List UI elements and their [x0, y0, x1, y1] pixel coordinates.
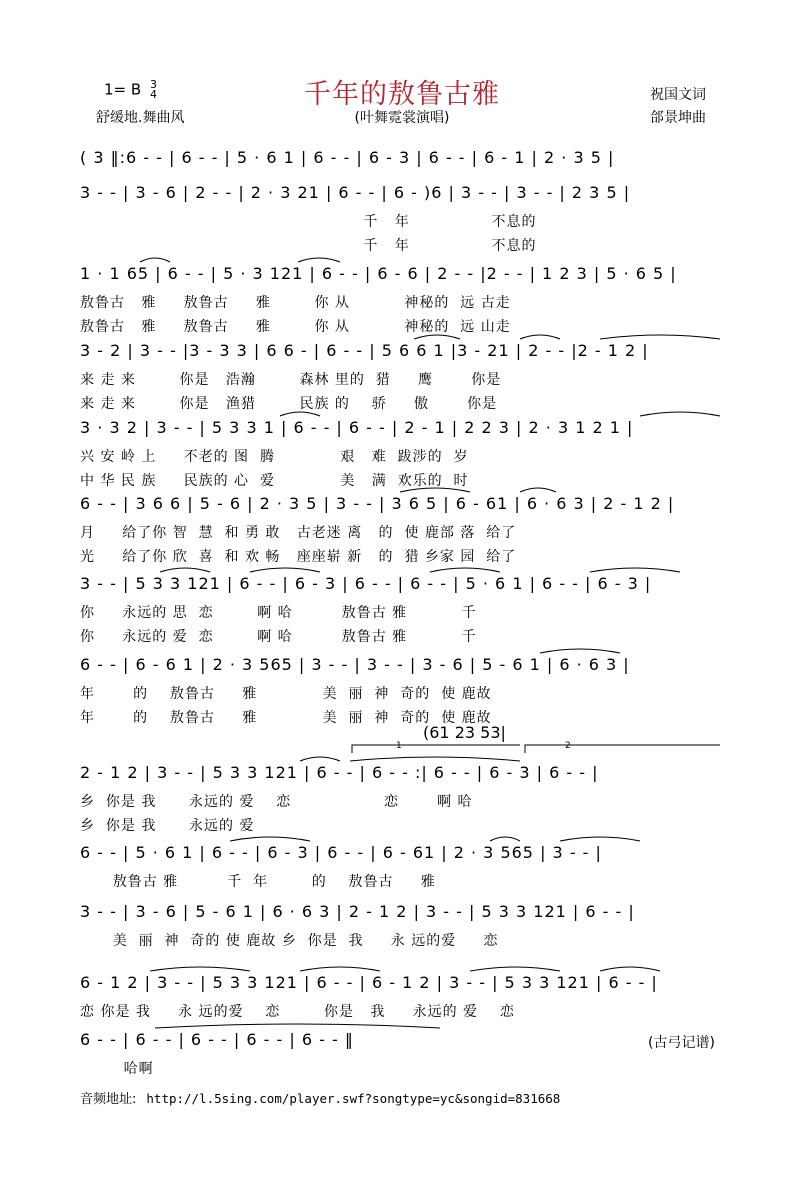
lyric-line: 来 走 来 你是 渔猎 民族 的 骄 傲 你是: [80, 396, 498, 412]
slur-mark: [350, 757, 520, 761]
lyric-line: 敖鲁古 雅 敖鲁古 雅 你 从 神秘的 远 古走: [80, 295, 511, 311]
slur-mark: [590, 568, 680, 572]
lyric-line: 乡 你是 我 永远的 爱 恋 恋 啊 哈: [80, 794, 473, 810]
slur-mark: [600, 967, 660, 971]
audio-label: 音频地址:: [80, 1092, 137, 1107]
key-label: 1= B: [104, 80, 142, 99]
meter-bottom: 4: [149, 88, 157, 101]
slur-mark: [520, 488, 556, 492]
notation-line: 6 - - | 6 - - | 6 - - | 6 - - | 6 - - ‖: [80, 1030, 354, 1049]
slur-mark: [640, 412, 720, 416]
slur-mark: [520, 335, 560, 339]
volta-bracket: [525, 745, 720, 753]
notation-line: 6 - - | 6 - 6 1 | 2 · 3 565 | 3 - - | 3 - - | 3 - 6 | 5 - 6 1 | 6 · 6 3 |: [80, 655, 630, 674]
slur-mark: [430, 568, 500, 572]
lyric-line: 光 给了你 欣 喜 和 欢 畅 座座崭 新 的 猎 乡家 园 给了: [80, 549, 517, 565]
lyric-line: 哈啊: [80, 1061, 154, 1077]
slur-mark: [400, 488, 470, 492]
slur-mark: [140, 258, 170, 262]
meter-top: 3: [149, 78, 157, 91]
notation-line: 3 - - | 3 - 6 | 5 - 6 1 | 6 · 6 3 | 2 - 1 2 | 3 - - | 5 3 3 121 | 6 - - |: [80, 902, 635, 921]
intro-phrase: (61 23 53|: [423, 723, 506, 742]
notation-line: 1 · 1 65 | 6 - - | 5 · 3 121 | 6 - - | 6 - 6 | 2 - - |2 - - | 1 2 3 | 5 · 6 5 |: [80, 264, 677, 283]
lyric-line: 年 的 敖鲁古 雅 美 丽 神 奇的 使 鹿故: [80, 686, 492, 702]
notation-line: 6 - - | 3 6 6 | 5 - 6 | 2 · 3 5 | 3 - - | 3 6 5 | 6 - 61 | 6 · 6 3 | 2 - 1 2 |: [80, 494, 675, 513]
lyric-line: 恋 你是 我 永 远的爱 恋 你是 我 永远的 爱 恋: [80, 1004, 515, 1020]
lyric-line: 来 走 来 你是 浩瀚 森林 里的 猎 鹰 你是: [80, 372, 502, 388]
slur-mark: [300, 967, 380, 971]
slur-mark: [230, 837, 310, 841]
song-title: 千年的敖鲁古雅: [304, 79, 500, 110]
lyric-line: 敖鲁古 雅 敖鲁古 雅 你 从 神秘的 远 山走: [80, 319, 511, 335]
lyric-line: 中 华 民 族 民族的 心 爱 美 满 欢乐的 时: [80, 473, 469, 489]
slur-mark: [414, 335, 460, 339]
notation-line: 2 - 1 2 | 3 - - | 5 3 3 121 | 6 - - | 6 - - :| 6 - - | 6 - 3 | 6 - - |: [80, 763, 599, 782]
volta-2-label: 2: [565, 741, 571, 751]
lyric-line: 千 年 不息的: [80, 214, 537, 230]
slur-mark: [150, 967, 250, 971]
slur-mark: [298, 258, 340, 262]
notation-line: 6 - 1 2 | 3 - - | 5 3 3 121 | 6 - - | 6 - 1 2 | 3 - - | 5 3 3 121 | 6 - - |: [80, 973, 658, 992]
slur-mark: [490, 837, 520, 841]
lyric-line: 你 永远的 思 恋 啊 哈 敖鲁古 雅 千: [80, 605, 477, 621]
lyric-line: 乡 你是 我 永远的 爱: [80, 818, 255, 834]
notation-line: 3 · 3 2 | 3 - - | 5 3 3 1 | 6 - - | 6 - - | 2 - 1 | 2 2 3 | 2 · 3 1 2 1 |: [80, 418, 634, 437]
singer-credit: (叶舞霓裳演唱): [354, 110, 450, 126]
tempo-marking: 舒缓地.舞曲风: [96, 110, 185, 126]
slur-mark: [470, 967, 560, 971]
composer-credit: 郃景坤曲: [650, 110, 706, 126]
slur-mark: [280, 412, 320, 416]
slur-mark: [560, 837, 640, 841]
notation-line: 3 - - | 5 3 3 121 | 6 - - | 6 - 3 | 6 - - | 6 - - | 5 · 6 1 | 6 - - | 6 - 3 |: [80, 574, 652, 593]
transcriber-credit: (古弓记谱): [648, 1035, 715, 1051]
audio-address: [80, 1088, 560, 1107]
slur-mark: [250, 568, 320, 572]
lyricist-credit: 祝国文词: [650, 87, 706, 103]
volta-1-label: 1: [396, 741, 402, 751]
lyric-line: 敖鲁古 雅 千 年 的 敖鲁古 雅: [80, 874, 436, 890]
notation-line: 3 - 2 | 3 - - |3 - 3 3 | 6 6 - | 6 - - | 5 6 6 1 |3 - 21 | 2 - - |2 - 1 2 |: [80, 341, 649, 360]
volta-bracket: [352, 745, 520, 753]
lyric-line: 千 年 不息的: [80, 238, 537, 254]
audio-link[interactable]: http://l.5sing.com/player.swf?songtype=yc&songid=831668: [146, 1091, 561, 1106]
slur-mark: [300, 757, 340, 761]
lyric-line: 年 的 敖鲁古 雅 美 丽 神 奇的 使 鹿故: [80, 710, 492, 726]
lyric-line: 月 给了你 智 慧 和 勇 敢 古老迷 离 的 使 鹿部 落 给了: [80, 525, 517, 541]
lyric-line: 兴 安 岭 上 不老的 图 腾 艰 难 跋涉的 岁: [80, 449, 469, 465]
lyric-line: 美 丽 神 奇的 使 鹿故 乡 你是 我 永 远的爱 恋: [80, 933, 499, 949]
slur-mark: [155, 1024, 440, 1028]
slur-mark: [540, 649, 620, 653]
lyric-line: 你 永远的 爱 恋 啊 哈 敖鲁古 雅 千: [80, 629, 477, 645]
slur-mark: [600, 335, 720, 339]
notation-line: 3 - - | 3 - 6 | 2 - - | 2 · 3 21 | 6 - - | 6 - )6 | 3 - - | 3 - - | 2 3 5 |: [80, 183, 631, 202]
notation-line: ( 3 ‖:6 - - | 6 - - | 5 · 6 1 | 6 - - | 6 - 3 | 6 - - | 6 - 1 | 2 · 3 5 |: [80, 148, 615, 167]
slur-mark: [160, 568, 210, 572]
notation-line: 6 - - | 5 · 6 1 | 6 - - | 6 - 3 | 6 - - | 6 - 61 | 2 · 3 565 | 3 - - |: [80, 843, 602, 862]
